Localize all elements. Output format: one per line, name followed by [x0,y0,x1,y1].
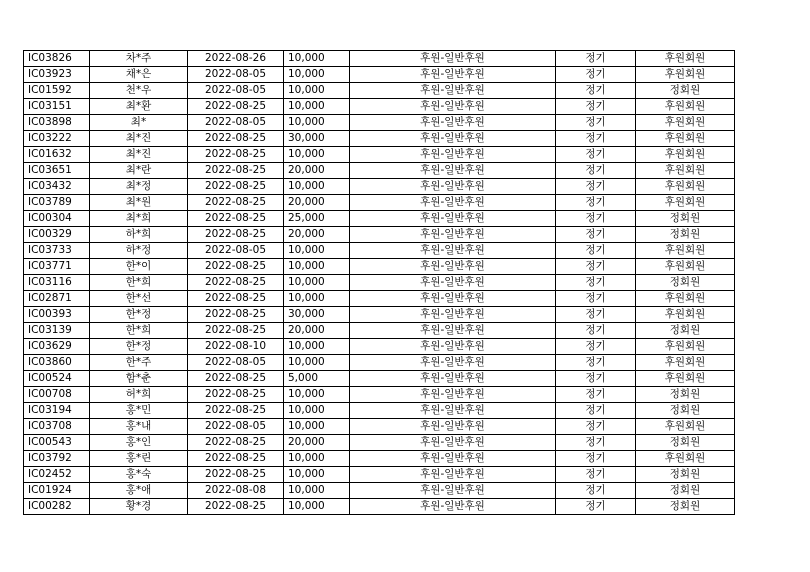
donation-cycle-cell: 정기 [556,147,636,163]
payment-date-cell: 2022-08-10 [188,339,284,355]
amount-cell: 10,000 [284,499,350,515]
payment-date-cell: 2022-08-05 [188,243,284,259]
donation-cycle-cell: 정기 [556,483,636,499]
member-type-cell: 정회원 [636,323,735,339]
donation-cycle-cell: 정기 [556,435,636,451]
donation-cycle-cell: 정기 [556,131,636,147]
donation-cycle-cell: 정기 [556,291,636,307]
member-id-cell: IC00304 [24,211,90,227]
payment-date-cell: 2022-08-25 [188,403,284,419]
donor-name-cell: 차*주 [90,51,188,67]
amount-cell: 5,000 [284,371,350,387]
donation-cycle-cell: 정기 [556,163,636,179]
donor-name-cell: 천*우 [90,83,188,99]
donation-cycle-cell: 정기 [556,195,636,211]
donation-type-cell: 후원-일반후원 [350,435,556,451]
payment-date-cell: 2022-08-25 [188,467,284,483]
member-id-cell: IC03708 [24,419,90,435]
donation-type-cell: 후원-일반후원 [350,499,556,515]
member-type-cell: 후원회원 [636,51,735,67]
table-row [24,355,735,371]
payment-date-cell: 2022-08-25 [188,99,284,115]
donation-cycle-cell: 정기 [556,179,636,195]
table-row [24,435,735,451]
payment-date-cell: 2022-08-25 [188,451,284,467]
table-row [24,451,735,467]
member-type-cell: 후원회원 [636,355,735,371]
donation-cycle-cell: 정기 [556,499,636,515]
amount-cell: 10,000 [284,83,350,99]
donation-type-cell: 후원-일반후원 [350,67,556,83]
member-type-cell: 정회원 [636,483,735,499]
amount-cell: 10,000 [284,403,350,419]
amount-cell: 10,000 [284,451,350,467]
donation-type-cell: 후원-일반후원 [350,307,556,323]
amount-cell: 10,000 [284,419,350,435]
member-type-cell: 정회원 [636,83,735,99]
member-id-cell: IC01632 [24,147,90,163]
member-id-cell: IC03194 [24,403,90,419]
table-row [24,179,735,195]
donation-cycle-cell: 정기 [556,403,636,419]
donation-cycle-cell: 정기 [556,67,636,83]
member-type-cell: 후원회원 [636,339,735,355]
donation-cycle-cell: 정기 [556,99,636,115]
table-row [24,403,735,419]
donation-cycle-cell: 정기 [556,275,636,291]
donation-cycle-cell: 정기 [556,387,636,403]
member-id-cell: IC03222 [24,131,90,147]
donation-cycle-cell: 정기 [556,227,636,243]
member-id-cell: IC03792 [24,451,90,467]
donation-type-cell: 후원-일반후원 [350,323,556,339]
table-row [24,483,735,499]
member-id-cell: IC01592 [24,83,90,99]
member-id-cell: IC03151 [24,99,90,115]
donor-name-cell: 홍*숙 [90,467,188,483]
payment-date-cell: 2022-08-25 [188,291,284,307]
donation-cycle-cell: 정기 [556,259,636,275]
table-row [24,419,735,435]
payment-date-cell: 2022-08-25 [188,163,284,179]
payment-date-cell: 2022-08-25 [188,371,284,387]
member-id-cell: IC00393 [24,307,90,323]
donation-cycle-cell: 정기 [556,467,636,483]
member-id-cell: IC03139 [24,323,90,339]
payment-date-cell: 2022-08-25 [188,435,284,451]
donor-name-cell: 최*진 [90,147,188,163]
payment-date-cell: 2022-08-25 [188,307,284,323]
payment-date-cell: 2022-08-25 [188,323,284,339]
donation-type-cell: 후원-일반후원 [350,179,556,195]
table-row [24,99,735,115]
amount-cell: 10,000 [284,291,350,307]
payment-date-cell: 2022-08-08 [188,483,284,499]
member-type-cell: 후원회원 [636,291,735,307]
member-type-cell: 정회원 [636,467,735,483]
member-type-cell: 후원회원 [636,179,735,195]
donor-name-cell: 최*란 [90,163,188,179]
donation-cycle-cell: 정기 [556,371,636,387]
table-row [24,499,735,515]
member-type-cell: 후원회원 [636,147,735,163]
donation-type-cell: 후원-일반후원 [350,355,556,371]
donation-type-cell: 후원-일반후원 [350,227,556,243]
payment-date-cell: 2022-08-25 [188,147,284,163]
donor-name-cell: 최* [90,115,188,131]
donation-cycle-cell: 정기 [556,51,636,67]
table-row [24,51,735,67]
member-id-cell: IC03923 [24,67,90,83]
member-id-cell: IC01924 [24,483,90,499]
donation-type-cell: 후원-일반후원 [350,403,556,419]
donor-name-cell: 함*춘 [90,371,188,387]
member-type-cell: 정회원 [636,435,735,451]
amount-cell: 30,000 [284,307,350,323]
donation-table [23,50,735,515]
member-id-cell: IC03651 [24,163,90,179]
donation-cycle-cell: 정기 [556,355,636,371]
member-type-cell: 후원회원 [636,115,735,131]
table-row [24,275,735,291]
amount-cell: 20,000 [284,163,350,179]
amount-cell: 10,000 [284,355,350,371]
amount-cell: 10,000 [284,339,350,355]
member-type-cell: 정회원 [636,499,735,515]
member-type-cell: 후원회원 [636,99,735,115]
amount-cell: 10,000 [284,67,350,83]
member-id-cell: IC03629 [24,339,90,355]
member-type-cell: 정회원 [636,227,735,243]
amount-cell: 10,000 [284,387,350,403]
donor-name-cell: 한*이 [90,259,188,275]
table-body [24,51,735,515]
donation-cycle-cell: 정기 [556,243,636,259]
donation-type-cell: 후원-일반후원 [350,195,556,211]
member-type-cell: 후원회원 [636,131,735,147]
payment-date-cell: 2022-08-25 [188,131,284,147]
member-type-cell: 정회원 [636,211,735,227]
table-row [24,259,735,275]
donation-type-cell: 후원-일반후원 [350,467,556,483]
table-row [24,371,735,387]
table-row [24,339,735,355]
donation-cycle-cell: 정기 [556,307,636,323]
donor-name-cell: 채*은 [90,67,188,83]
donation-cycle-cell: 정기 [556,323,636,339]
donation-type-cell: 후원-일반후원 [350,387,556,403]
donor-name-cell: 최*진 [90,131,188,147]
amount-cell: 20,000 [284,435,350,451]
payment-date-cell: 2022-08-05 [188,83,284,99]
donor-name-cell: 한*주 [90,355,188,371]
member-type-cell: 정회원 [636,403,735,419]
amount-cell: 10,000 [284,51,350,67]
donor-name-cell: 한*희 [90,275,188,291]
donation-type-cell: 후원-일반후원 [350,451,556,467]
donation-cycle-cell: 정기 [556,211,636,227]
donation-list-sheet [23,50,734,515]
donation-cycle-cell: 정기 [556,419,636,435]
amount-cell: 30,000 [284,131,350,147]
payment-date-cell: 2022-08-26 [188,51,284,67]
member-id-cell: IC03432 [24,179,90,195]
donation-type-cell: 후원-일반후원 [350,275,556,291]
member-id-cell: IC00708 [24,387,90,403]
donor-name-cell: 하*정 [90,243,188,259]
member-id-cell: IC03771 [24,259,90,275]
amount-cell: 20,000 [284,195,350,211]
member-type-cell: 후원회원 [636,243,735,259]
donor-name-cell: 홍*애 [90,483,188,499]
member-id-cell: IC00329 [24,227,90,243]
donation-type-cell: 후원-일반후원 [350,419,556,435]
payment-date-cell: 2022-08-25 [188,259,284,275]
donor-name-cell: 홍*린 [90,451,188,467]
table-row [24,211,735,227]
donor-name-cell: 홍*인 [90,435,188,451]
donor-name-cell: 최*원 [90,195,188,211]
donation-type-cell: 후원-일반후원 [350,83,556,99]
donation-cycle-cell: 정기 [556,115,636,131]
donor-name-cell: 황*경 [90,499,188,515]
table-row [24,67,735,83]
table-row [24,115,735,131]
amount-cell: 10,000 [284,99,350,115]
donation-type-cell: 후원-일반후원 [350,115,556,131]
donation-cycle-cell: 정기 [556,451,636,467]
payment-date-cell: 2022-08-05 [188,115,284,131]
donation-cycle-cell: 정기 [556,83,636,99]
amount-cell: 10,000 [284,147,350,163]
table-row [24,195,735,211]
member-id-cell: IC02871 [24,291,90,307]
member-id-cell: IC00543 [24,435,90,451]
donor-name-cell: 홍*내 [90,419,188,435]
member-type-cell: 정회원 [636,387,735,403]
donor-name-cell: 하*희 [90,227,188,243]
payment-date-cell: 2022-08-05 [188,355,284,371]
table-row [24,243,735,259]
member-type-cell: 후원회원 [636,451,735,467]
amount-cell: 10,000 [284,483,350,499]
member-id-cell: IC03826 [24,51,90,67]
amount-cell: 25,000 [284,211,350,227]
donation-cycle-cell: 정기 [556,339,636,355]
donation-type-cell: 후원-일반후원 [350,371,556,387]
payment-date-cell: 2022-08-05 [188,419,284,435]
table-row [24,291,735,307]
donor-name-cell: 최*정 [90,179,188,195]
member-id-cell: IC03860 [24,355,90,371]
donor-name-cell: 한*정 [90,307,188,323]
donation-type-cell: 후원-일반후원 [350,291,556,307]
donation-type-cell: 후원-일반후원 [350,99,556,115]
member-id-cell: IC03733 [24,243,90,259]
donation-type-cell: 후원-일반후원 [350,211,556,227]
amount-cell: 20,000 [284,323,350,339]
donor-name-cell: 홍*민 [90,403,188,419]
payment-date-cell: 2022-08-25 [188,499,284,515]
amount-cell: 10,000 [284,115,350,131]
payment-date-cell: 2022-08-25 [188,211,284,227]
amount-cell: 10,000 [284,243,350,259]
table-row [24,227,735,243]
donation-type-cell: 후원-일반후원 [350,339,556,355]
donor-name-cell: 한*정 [90,339,188,355]
member-type-cell: 후원회원 [636,163,735,179]
amount-cell: 10,000 [284,179,350,195]
table-row [24,467,735,483]
member-id-cell: IC00524 [24,371,90,387]
member-type-cell: 정회원 [636,275,735,291]
donor-name-cell: 허*희 [90,387,188,403]
payment-date-cell: 2022-08-25 [188,227,284,243]
member-id-cell: IC00282 [24,499,90,515]
amount-cell: 10,000 [284,467,350,483]
payment-date-cell: 2022-08-25 [188,179,284,195]
table-row [24,323,735,339]
donation-type-cell: 후원-일반후원 [350,163,556,179]
member-id-cell: IC03898 [24,115,90,131]
payment-date-cell: 2022-08-25 [188,195,284,211]
donor-name-cell: 최*환 [90,99,188,115]
table-row [24,163,735,179]
table-row [24,147,735,163]
donation-type-cell: 후원-일반후원 [350,147,556,163]
donation-type-cell: 후원-일반후원 [350,483,556,499]
member-type-cell: 후원회원 [636,307,735,323]
payment-date-cell: 2022-08-25 [188,275,284,291]
member-type-cell: 후원회원 [636,67,735,83]
table-row [24,387,735,403]
donor-name-cell: 한*선 [90,291,188,307]
member-id-cell: IC03789 [24,195,90,211]
donor-name-cell: 최*희 [90,211,188,227]
member-type-cell: 후원회원 [636,259,735,275]
donation-type-cell: 후원-일반후원 [350,259,556,275]
donation-type-cell: 후원-일반후원 [350,131,556,147]
amount-cell: 20,000 [284,227,350,243]
table-row [24,131,735,147]
payment-date-cell: 2022-08-25 [188,387,284,403]
member-type-cell: 후원회원 [636,419,735,435]
member-type-cell: 후원회원 [636,371,735,387]
table-row [24,83,735,99]
member-type-cell: 후원회원 [636,195,735,211]
payment-date-cell: 2022-08-05 [188,67,284,83]
table-row [24,307,735,323]
amount-cell: 10,000 [284,275,350,291]
amount-cell: 10,000 [284,259,350,275]
member-id-cell: IC02452 [24,467,90,483]
member-id-cell: IC03116 [24,275,90,291]
donation-type-cell: 후원-일반후원 [350,243,556,259]
donor-name-cell: 한*희 [90,323,188,339]
donation-type-cell: 후원-일반후원 [350,51,556,67]
